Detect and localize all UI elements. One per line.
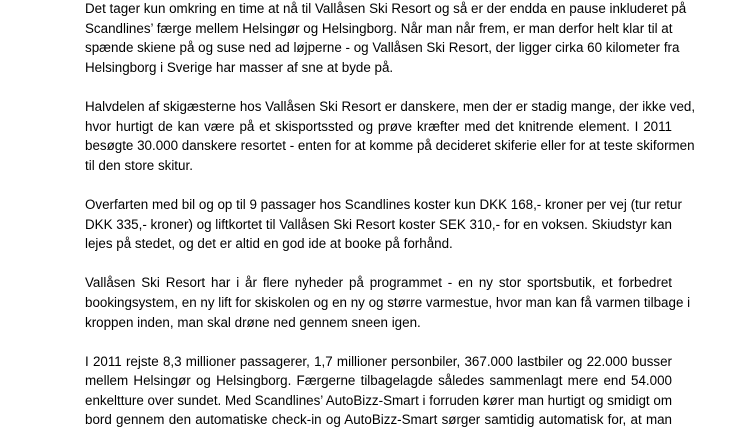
paragraph-statistics <box>85 352 672 430</box>
paragraph-news <box>85 273 691 332</box>
text-line: bord gennem den automatiske check-in og AutoBizz-Smart sørger samtidig automatisk for, at man <box>85 412 672 428</box>
text-line: I 2011 rejste 8,3 millioner passagerer, 1,7 millioner personbiler, 367.000 lastbiler og 22.000 busser <box>85 353 672 369</box>
paragraph-spacer <box>85 175 672 195</box>
text-line: hvor hurtigt de kan være på et skisportssted og prøve kræfter med det knitrende element. I 2011 <box>85 118 672 134</box>
text-line: Vallåsen Ski Resort har i år flere nyheder på programmet - en ny stor sportsbutik, et forbedret <box>85 275 672 291</box>
text-line: Helsingborg i Sverige har masser af sne at byde på. <box>85 59 394 75</box>
text-line: til den store skitur. <box>85 157 193 173</box>
text-line: Scandlines’ færge mellem Helsingør og Helsingborg. Når man når frem, er man derfor helt klar til at <box>85 20 673 36</box>
paragraph-travel-time <box>85 0 687 77</box>
paragraph-prices <box>85 195 682 254</box>
document-page <box>85 0 696 430</box>
paragraph-spacer <box>85 77 672 97</box>
text-line: Halvdelen af skigæsterne hos Vallåsen Ski Resort er danskere, men der er stadig mange, der ikke ved, <box>85 98 696 114</box>
text-line: DKK 335,- kroner) og liftkortet til Vallåsen Ski Resort koster SEK 310,- for en voksen. Skiudstyr kan <box>85 216 672 232</box>
text-line: Det tager kun omkring en time at nå til Vallåsen Ski Resort og så er der endda en pause inkluderet på <box>85 1 687 16</box>
text-line: Overfarten med bil og op til 9 passager hos Scandlines koster kun DKK 168,- kroner per vej (tur retur <box>85 196 682 212</box>
paragraph-danish-guests <box>85 97 696 175</box>
text-line: kroppen inden, man skal drøne ned gennem sneen igen. <box>85 314 421 330</box>
paragraph-spacer <box>85 254 672 274</box>
text-line: mellem Helsingør og Helsingborg. Færgerne tilbagelagde således sammenlagt mere end 54.000 <box>85 373 672 389</box>
text-line: spænde skiene på og suse ned ad løjperne - og Vallåsen Ski Resort, der ligger cirka 60 kilometer fra <box>85 40 680 56</box>
paragraph-spacer <box>85 332 672 352</box>
text-line: enkeltture over sundet. Med Scandlines’ AutoBizz-Smart i forruden kører man hurtigt og smidigt om <box>85 392 672 408</box>
text-line: lejes på stedet, og det er altid en god ide at booke på forhånd. <box>85 236 453 252</box>
text-line: bookingsystem, en ny lift for skiskolen og en ny og større varmestue, hvor man kan få varmen tilbage i <box>85 294 691 310</box>
text-line: besøgte 30.000 danskere resortet - enten for at komme på decideret skiferie eller for at teste skiformen <box>85 138 695 154</box>
